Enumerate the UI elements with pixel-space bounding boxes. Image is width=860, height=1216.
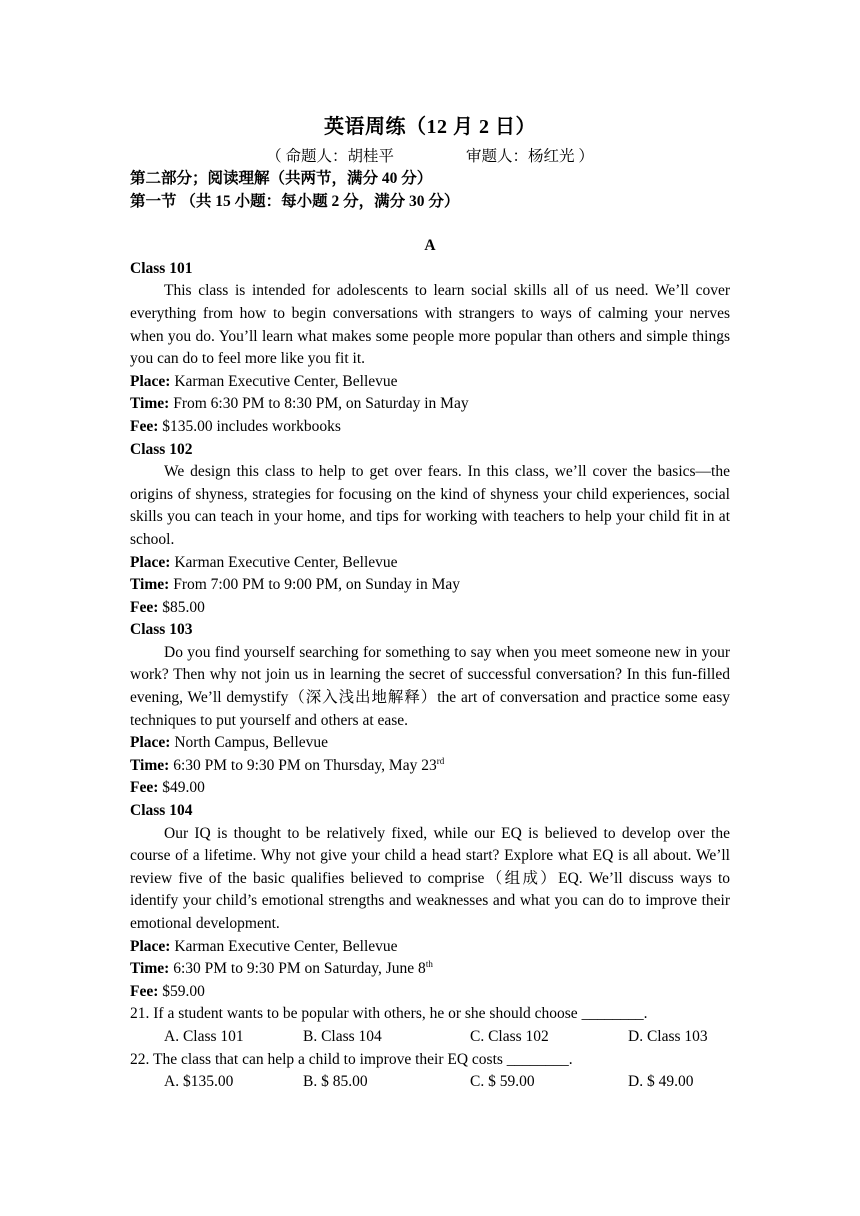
class-block <box>130 258 730 439</box>
question-stem: 22. The class that can help a child to improve their EQ costs ________. <box>130 1050 573 1068</box>
setter-line <box>130 146 730 168</box>
class-block <box>130 439 730 620</box>
class-time: Time: From 6:30 PM to 8:30 PM, on Saturday in May <box>130 395 469 413</box>
passage-label: A <box>424 237 436 255</box>
class-place: Place: Karman Executive Center, Bellevue <box>130 937 398 955</box>
answer-option[interactable]: B. $ 85.00 <box>303 1073 368 1091</box>
reviewer-text: 审题人：杨红光 ） <box>466 148 594 165</box>
class-description: Do you find yourself searching for something to say when you meet someone new in your work? Then why not join us in learning the secret of successful conversation? In this fun-filled evening, We’ll demystify（深入浅出地解释）the art of conversation and practice some easy techniques to put yourself and others at ease. <box>130 643 730 729</box>
question-stem: 21. If a student wants to be popular with others, he or she should choose ________. <box>130 1005 648 1023</box>
class-description: Our IQ is thought to be relatively fixed, while our EQ is believed to develop over the course of a lifetime. Why not give your child a head start? Explore what EQ is all about. We’ll review five of the basic qualifies believed to comprise（组成）EQ. We’ll discuss ways to identify your child’s emotional strengths and weaknesses and what you can do to improve their emotional development. <box>130 824 730 932</box>
question <box>130 1003 730 1048</box>
class-name: Class 102 <box>130 440 193 458</box>
class-name: Class 104 <box>130 802 193 820</box>
answer-option[interactable]: B. Class 104 <box>303 1027 382 1045</box>
answer-option[interactable]: D. $ 49.00 <box>628 1073 694 1091</box>
class-description: This class is intended for adolescents to learn social skills all of us need. We’ll cover everything from how to begin conversations with strangers to ways of calming your nerves when you do. You’ll learn what makes some people more popular than others and simple things you can do to feel more like you fit it. <box>130 282 730 368</box>
part-heading: 第二部分；阅读理解（共两节，满分 40 分） <box>130 170 433 187</box>
class-time: Time: From 7:00 PM to 9:00 PM, on Sunday in May <box>130 576 460 594</box>
answer-option[interactable]: C. $ 59.00 <box>470 1073 535 1091</box>
class-place: Place: North Campus, Bellevue <box>130 734 329 752</box>
class-fee: Fee: $59.00 <box>130 982 205 1000</box>
worksheet-page <box>130 112 730 1094</box>
class-time: Time: 6:30 PM to 9:30 PM on Saturday, June 8th <box>130 959 433 978</box>
section-heading: 第一节 （共 15 小题：每小题 2 分，满分 30 分） <box>130 192 460 210</box>
class-place: Place: Karman Executive Center, Bellevue <box>130 372 398 390</box>
class-fee: Fee: $85.00 <box>130 598 205 616</box>
class-block <box>130 800 730 1003</box>
class-fee: Fee: $49.00 <box>130 779 205 797</box>
setter-text: （ 命题人：胡桂平 <box>266 148 394 165</box>
page-title: 英语周练（12 月 2 日） <box>324 116 536 138</box>
answer-option[interactable]: A. Class 101 <box>164 1027 244 1045</box>
class-block <box>130 619 730 800</box>
class-name: Class 103 <box>130 621 193 639</box>
answer-options <box>130 1026 730 1049</box>
question <box>130 1049 730 1094</box>
class-description: We design this class to help to get over fears. In this class, we’ll cover the basics—the origins of shyness, strategies for focusing on the kind of shyness your child experiences, social skills you can teach in your home, and tips for working with teachers to help your child fit in at school. <box>130 463 730 548</box>
answer-option[interactable]: D. Class 103 <box>628 1027 708 1045</box>
class-place: Place: Karman Executive Center, Bellevue <box>130 553 398 571</box>
answer-option[interactable]: A. $135.00 <box>164 1073 234 1091</box>
class-time: Time: 6:30 PM to 9:30 PM on Thursday, May 23rd <box>130 755 445 774</box>
class-fee: Fee: $135.00 includes workbooks <box>130 417 341 435</box>
answer-options <box>130 1071 730 1094</box>
class-name: Class 101 <box>130 259 193 277</box>
answer-option[interactable]: C. Class 102 <box>470 1027 549 1045</box>
